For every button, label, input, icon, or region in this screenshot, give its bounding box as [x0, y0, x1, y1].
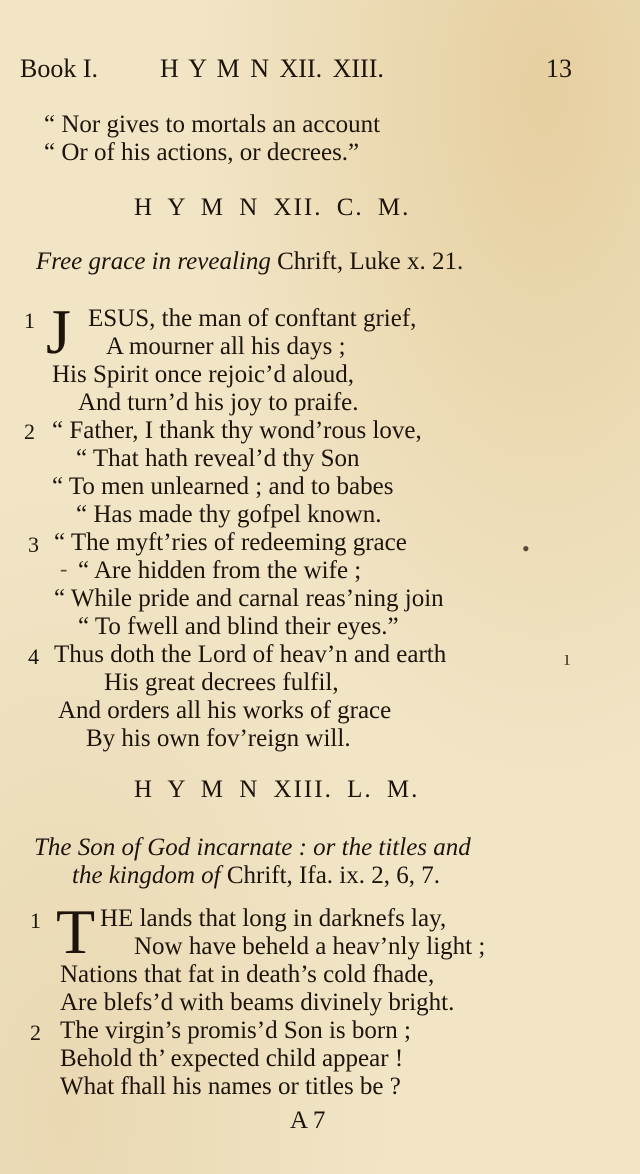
verse-line: “ While pride and carnal reas’ning join [54, 585, 444, 612]
verse-line: Thus doth the Lord of heav’n and earth [54, 641, 447, 668]
verse-line: “ Father, I thank thy wond’rous love, [52, 417, 422, 444]
prev-line-2: “ Or of his actions, or decrees.” [44, 139, 360, 166]
verse-number: 4 [28, 644, 39, 669]
verse-line: Behold th’ expected child appear ! [60, 1045, 404, 1072]
verse-line: Are blefs’d with beams divinely bright. [60, 989, 455, 1016]
hymn-13-subtitle-line-1: The Son of God incarnate : or the titles and [34, 834, 471, 861]
verse-number: 2 [24, 419, 35, 444]
stray-speck-mark: ı [564, 645, 571, 670]
hymn-13-title: H Y M N XIII. L. M. [134, 776, 420, 803]
verse-number: 1 [30, 908, 41, 933]
verse-line: Nations that fat in death’s cold fhade, [60, 961, 435, 988]
hymn-13-subtitle-ref: Chrift, Ifa. ix. 2, 6, 7. [220, 862, 441, 889]
hymn-12-subtitle-ref: Chrift, Luke x. 21. [270, 248, 464, 275]
hymn-12-subtitle [36, 248, 463, 276]
prev-line-1: “ Nor gives to mortals an account [44, 111, 381, 138]
verse-line: “ That hath reveal’d thy Son [76, 445, 360, 472]
verse-line: And orders all his works of grace [58, 697, 392, 724]
verse-number: 3 [28, 532, 39, 557]
drop-cap: J [46, 296, 71, 367]
verse-line: “ The myft’ries of redeeming grace [54, 529, 407, 556]
hymn-13-subtitle-line-2 [72, 862, 440, 890]
verse-number: 2 [30, 1020, 41, 1045]
verse-line: ESUS, the man of conftant grief, [88, 305, 417, 332]
stray-dash-mark: - [60, 556, 68, 581]
verse-line: His Spirit once rejoic’d aloud, [52, 361, 355, 388]
verse-line: “ Are hidden from the wife ; [78, 557, 362, 584]
verse-line: “ To fwell and blind their eyes.” [78, 613, 399, 640]
header-title: H Y M N XII. XIII. [160, 54, 384, 83]
verse-line: “ Has made thy gofpel known. [76, 501, 382, 528]
verse-line: His great decrees fulfil, [104, 669, 339, 696]
verse-line: “ To men unlearned ; and to babes [52, 473, 394, 500]
hymn-12-subtitle-italic: Free grace in revealing [36, 248, 271, 275]
verse-line: The virgin’s promis’d Son is born ; [60, 1017, 411, 1044]
hymn-13-subtitle-italic: the kingdom of [72, 862, 221, 889]
verse-line: By his own fov’reign will. [86, 725, 351, 752]
header-book: Book I. [20, 54, 98, 83]
verse-line: HE lands that long in darknefs lay, [100, 905, 447, 932]
signature-mark: A 7 [290, 1107, 326, 1134]
verse-line: A mourner all his days ; [106, 333, 346, 360]
page-number: 13 [546, 54, 572, 83]
drop-cap: T [56, 896, 96, 967]
verse-line: Now have beheld a heav’nly light ; [134, 933, 486, 960]
verse-line: What fhall his names or titles be ? [60, 1073, 401, 1100]
verse-number: 1 [24, 308, 35, 333]
stray-dot-mark: • [522, 536, 530, 561]
hymn-12-title: H Y M N XII. C. M. [134, 194, 411, 221]
verse-line: And turn’d his joy to praife. [78, 389, 359, 416]
